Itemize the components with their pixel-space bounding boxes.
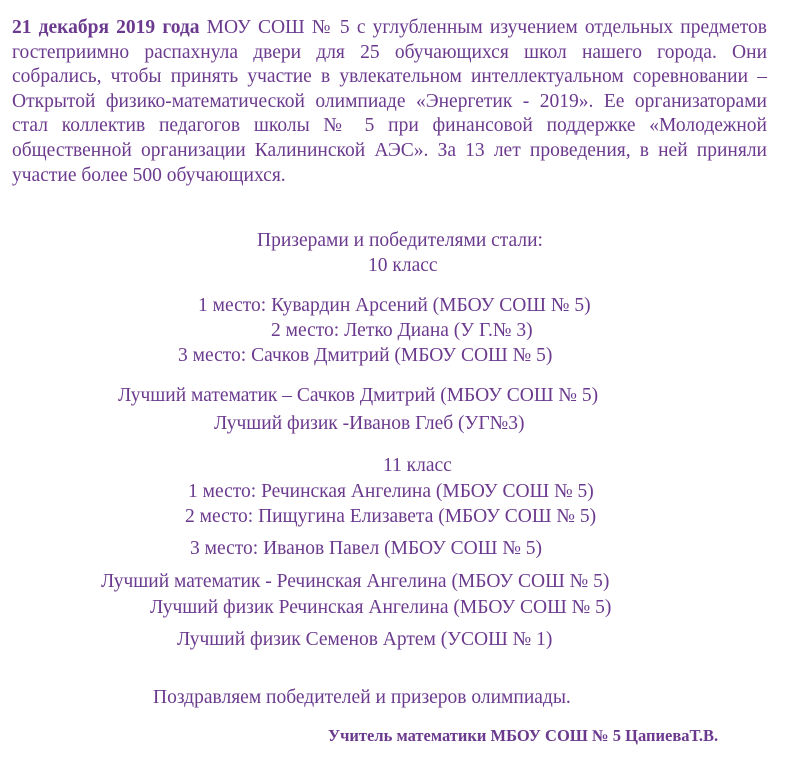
grade-11-best-math: Лучший математик - Речинская Ангелина (МБОУ СОШ № 5) (101, 571, 610, 592)
teacher-signature: Учитель математики МБОУ СОШ № 5 ЦапиеваТ.В. (328, 726, 719, 745)
grade-11-best-phys-1: Лучший физик Речинская Ангелина (МБОУ СОШ № 5) (150, 597, 612, 618)
event-date: 21 декабря 2019 года (12, 17, 200, 38)
grade-10-place-2: 2 место: Летко Диана (У Г.№ 3) (271, 320, 533, 341)
intro-text: МОУ СОШ № 5 с углубленным изучением отдельных предметов гостеприимно распахнула двери для 25 обучающихся школ нашего города. Они собрались, чтобы принять участие в увлекательном интеллектуальном соревновании – Открытой физико-математической олимпиаде «Энергетик - 2019». Ее организаторами стал коллектив педагогов школы № 5 при финансовой поддержке «Молодежной общественной организации Калининской АЭС». За 13 лет проведения, в ней приняли участие более 500 обучающихся. (12, 17, 767, 186)
congratulations: Поздравляем победителей и призеров олимпиады. (153, 687, 571, 708)
grade-10-best-phys: Лучший физик -Иванов Глеб (УГ№3) (214, 413, 525, 434)
grade-11-best-phys-2: Лучший физик Семенов Артем (УСОШ № 1) (177, 629, 553, 650)
grade-11-place-1: 1 место: Речинская Ангелина (МБОУ СОШ № 5) (188, 481, 594, 502)
intro-paragraph (12, 16, 767, 188)
grade-11-title: 11 класс (383, 455, 452, 476)
winners-heading: Призерами и победителями стали: (257, 230, 543, 251)
grade-10-title: 10 класс (368, 255, 438, 276)
grade-11-place-3: 3 место: Иванов Павел (МБОУ СОШ № 5) (190, 538, 543, 559)
grade-11-place-2: 2 место: Пищугина Елизавета (МБОУ СОШ № 5) (185, 506, 597, 527)
grade-10-place-3: 3 место: Сачков Дмитрий (МБОУ СОШ № 5) (178, 345, 553, 366)
grade-10-place-1: 1 место: Кувардин Арсений (МБОУ СОШ № 5) (198, 295, 591, 316)
grade-10-best-math: Лучший математик – Сачков Дмитрий (МБОУ СОШ № 5) (118, 385, 599, 406)
